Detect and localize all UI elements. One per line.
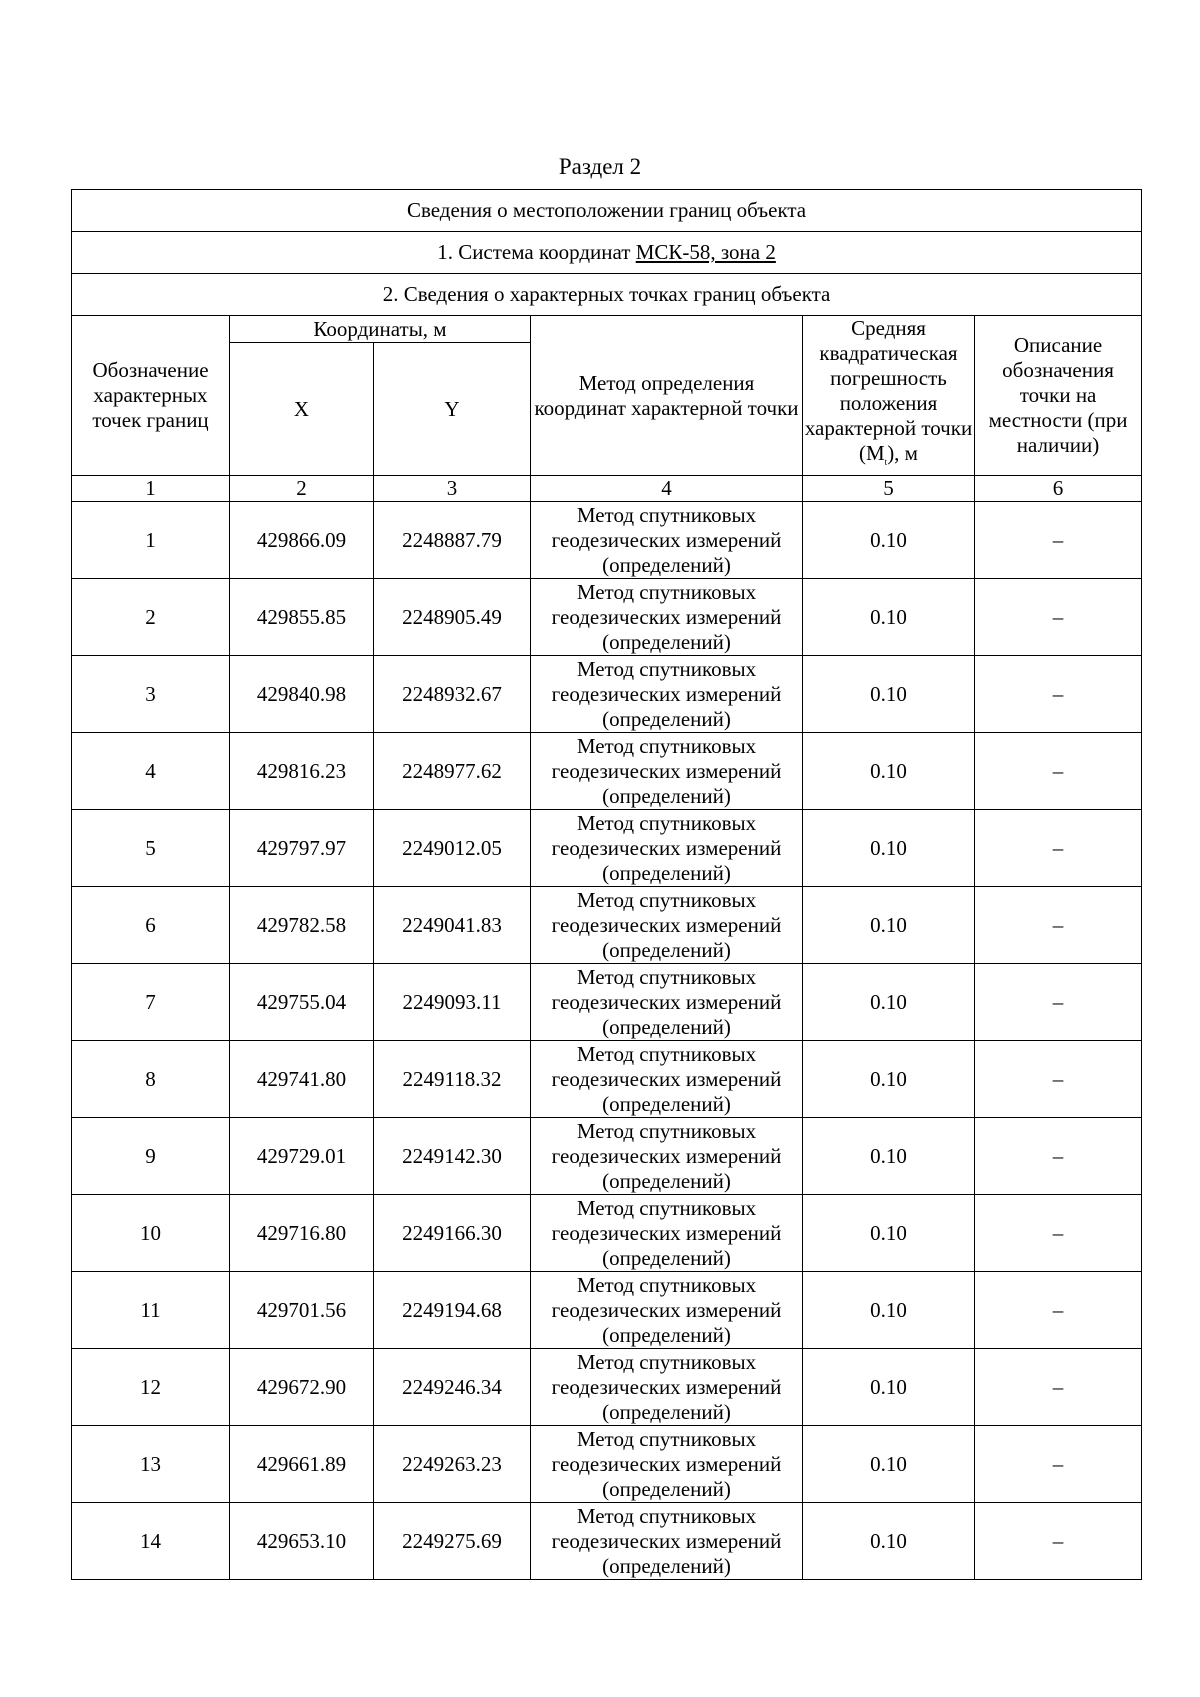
x-coordinate-cell: 429866.09 (230, 502, 374, 579)
description-cell: – (975, 1272, 1142, 1349)
header-mean-square-error (803, 316, 975, 476)
table-row (72, 502, 1142, 579)
x-coordinate-cell: 429855.85 (230, 579, 374, 656)
table-title: Сведения о местоположении границ объекта (72, 190, 1142, 232)
method-cell: Метод спутниковых геодезических измерений (определений) (531, 1426, 803, 1503)
mean-square-error-cell: 0.10 (803, 1426, 975, 1503)
method-cell: Метод спутниковых геодезических измерений (определений) (531, 733, 803, 810)
description-cell: – (975, 810, 1142, 887)
table-row (72, 887, 1142, 964)
table-row (72, 810, 1142, 887)
boundary-points-table (71, 189, 1142, 1580)
point-designation-cell: 2 (72, 579, 230, 656)
mean-square-error-cell: 0.10 (803, 579, 975, 656)
y-coordinate-cell: 2249142.30 (374, 1118, 531, 1195)
x-coordinate-cell: 429729.01 (230, 1118, 374, 1195)
table-row (72, 1426, 1142, 1503)
y-coordinate-cell: 2249118.32 (374, 1041, 531, 1118)
y-coordinate-cell: 2248932.67 (374, 656, 531, 733)
table-row (72, 1041, 1142, 1118)
header-y: Y (374, 343, 531, 476)
point-designation-cell: 11 (72, 1272, 230, 1349)
y-coordinate-cell: 2248887.79 (374, 502, 531, 579)
table-row (72, 964, 1142, 1041)
header-error-subscript: t (884, 457, 888, 468)
table-row (72, 656, 1142, 733)
column-number: 6 (975, 476, 1142, 502)
description-cell: – (975, 579, 1142, 656)
y-coordinate-cell: 2248905.49 (374, 579, 531, 656)
point-designation-cell: 13 (72, 1426, 230, 1503)
header-x: X (230, 343, 374, 476)
y-coordinate-cell: 2249246.34 (374, 1349, 531, 1426)
mean-square-error-cell: 0.10 (803, 1118, 975, 1195)
point-designation-cell: 7 (72, 964, 230, 1041)
point-designation-cell: 9 (72, 1118, 230, 1195)
method-cell: Метод спутниковых геодезических измерений (определений) (531, 1503, 803, 1580)
description-cell: – (975, 1118, 1142, 1195)
mean-square-error-cell: 0.10 (803, 656, 975, 733)
x-coordinate-cell: 429672.90 (230, 1349, 374, 1426)
coordinate-system-value: МСК-58, зона 2 (635, 240, 776, 264)
method-cell: Метод спутниковых геодезических измерений (определений) (531, 656, 803, 733)
point-designation-cell: 10 (72, 1195, 230, 1272)
y-coordinate-cell: 2249166.30 (374, 1195, 531, 1272)
description-cell: – (975, 1349, 1142, 1426)
table-row (72, 1349, 1142, 1426)
coordinate-system-label: 1. Система координат (437, 240, 631, 264)
method-cell: Метод спутниковых геодезических измерений (определений) (531, 1041, 803, 1118)
y-coordinate-cell: 2249275.69 (374, 1503, 531, 1580)
column-number: 1 (72, 476, 230, 502)
method-cell: Метод спутниковых геодезических измерений (определений) (531, 502, 803, 579)
point-designation-cell: 14 (72, 1503, 230, 1580)
x-coordinate-cell: 429741.80 (230, 1041, 374, 1118)
method-cell: Метод спутниковых геодезических измерений (определений) (531, 1118, 803, 1195)
x-coordinate-cell: 429701.56 (230, 1272, 374, 1349)
description-cell: – (975, 1195, 1142, 1272)
table-row (72, 1272, 1142, 1349)
method-cell: Метод спутниковых геодезических измерений (определений) (531, 1349, 803, 1426)
description-cell: – (975, 887, 1142, 964)
point-designation-cell: 5 (72, 810, 230, 887)
description-cell: – (975, 1041, 1142, 1118)
description-cell: – (975, 656, 1142, 733)
y-coordinate-cell: 2249263.23 (374, 1426, 531, 1503)
description-cell: – (975, 502, 1142, 579)
table-row (72, 733, 1142, 810)
section-title: Раздел 2 (558, 154, 642, 179)
table-row (72, 1503, 1142, 1580)
x-coordinate-cell: 429840.98 (230, 656, 374, 733)
x-coordinate-cell: 429782.58 (230, 887, 374, 964)
x-coordinate-cell: 429755.04 (230, 964, 374, 1041)
mean-square-error-cell: 0.10 (803, 1195, 975, 1272)
points-heading: 2. Сведения о характерных точках границ объекта (72, 274, 1142, 316)
mean-square-error-cell: 0.10 (803, 964, 975, 1041)
mean-square-error-cell: 0.10 (803, 1503, 975, 1580)
mean-square-error-cell: 0.10 (803, 1041, 975, 1118)
description-cell: – (975, 733, 1142, 810)
header-point-designation: Обозначение характерных точек границ (72, 316, 230, 476)
method-cell: Метод спутниковых геодезических измерений (определений) (531, 579, 803, 656)
mean-square-error-cell: 0.10 (803, 887, 975, 964)
header-description: Описание обозначения точки на местности (при наличии) (975, 316, 1142, 476)
x-coordinate-cell: 429816.23 (230, 733, 374, 810)
method-cell: Метод спутниковых геодезических измерений (определений) (531, 1272, 803, 1349)
mean-square-error-cell: 0.10 (803, 1349, 975, 1426)
mean-square-error-cell: 0.10 (803, 733, 975, 810)
header-error-unit: ), м (887, 441, 918, 465)
mean-square-error-cell: 0.10 (803, 810, 975, 887)
y-coordinate-cell: 2249093.11 (374, 964, 531, 1041)
y-coordinate-cell: 2249194.68 (374, 1272, 531, 1349)
x-coordinate-cell: 429661.89 (230, 1426, 374, 1503)
column-number: 3 (374, 476, 531, 502)
coordinate-system-row (72, 232, 1142, 274)
table-row (72, 579, 1142, 656)
x-coordinate-cell: 429797.97 (230, 810, 374, 887)
point-designation-cell: 4 (72, 733, 230, 810)
header-coordinates: Координаты, м (230, 316, 531, 343)
header-error-text: Средняя квадратическая погрешность положения характерной точки (M (804, 316, 973, 465)
point-designation-cell: 8 (72, 1041, 230, 1118)
point-designation-cell: 6 (72, 887, 230, 964)
point-designation-cell: 1 (72, 502, 230, 579)
y-coordinate-cell: 2248977.62 (374, 733, 531, 810)
method-cell: Метод спутниковых геодезических измерений (определений) (531, 964, 803, 1041)
x-coordinate-cell: 429653.10 (230, 1503, 374, 1580)
description-cell: – (975, 964, 1142, 1041)
column-number: 4 (531, 476, 803, 502)
y-coordinate-cell: 2249041.83 (374, 887, 531, 964)
table-row (72, 1195, 1142, 1272)
description-cell: – (975, 1426, 1142, 1503)
header-method: Метод определения координат характерной точки (531, 316, 803, 476)
method-cell: Метод спутниковых геодезических измерений (определений) (531, 1195, 803, 1272)
method-cell: Метод спутниковых геодезических измерений (определений) (531, 887, 803, 964)
table-row (72, 1118, 1142, 1195)
method-cell: Метод спутниковых геодезических измерений (определений) (531, 810, 803, 887)
mean-square-error-cell: 0.10 (803, 502, 975, 579)
point-designation-cell: 3 (72, 656, 230, 733)
column-number-row (72, 476, 1142, 502)
y-coordinate-cell: 2249012.05 (374, 810, 531, 887)
column-number: 5 (803, 476, 975, 502)
mean-square-error-cell: 0.10 (803, 1272, 975, 1349)
column-number: 2 (230, 476, 374, 502)
x-coordinate-cell: 429716.80 (230, 1195, 374, 1272)
point-designation-cell: 12 (72, 1349, 230, 1426)
description-cell: – (975, 1503, 1142, 1580)
